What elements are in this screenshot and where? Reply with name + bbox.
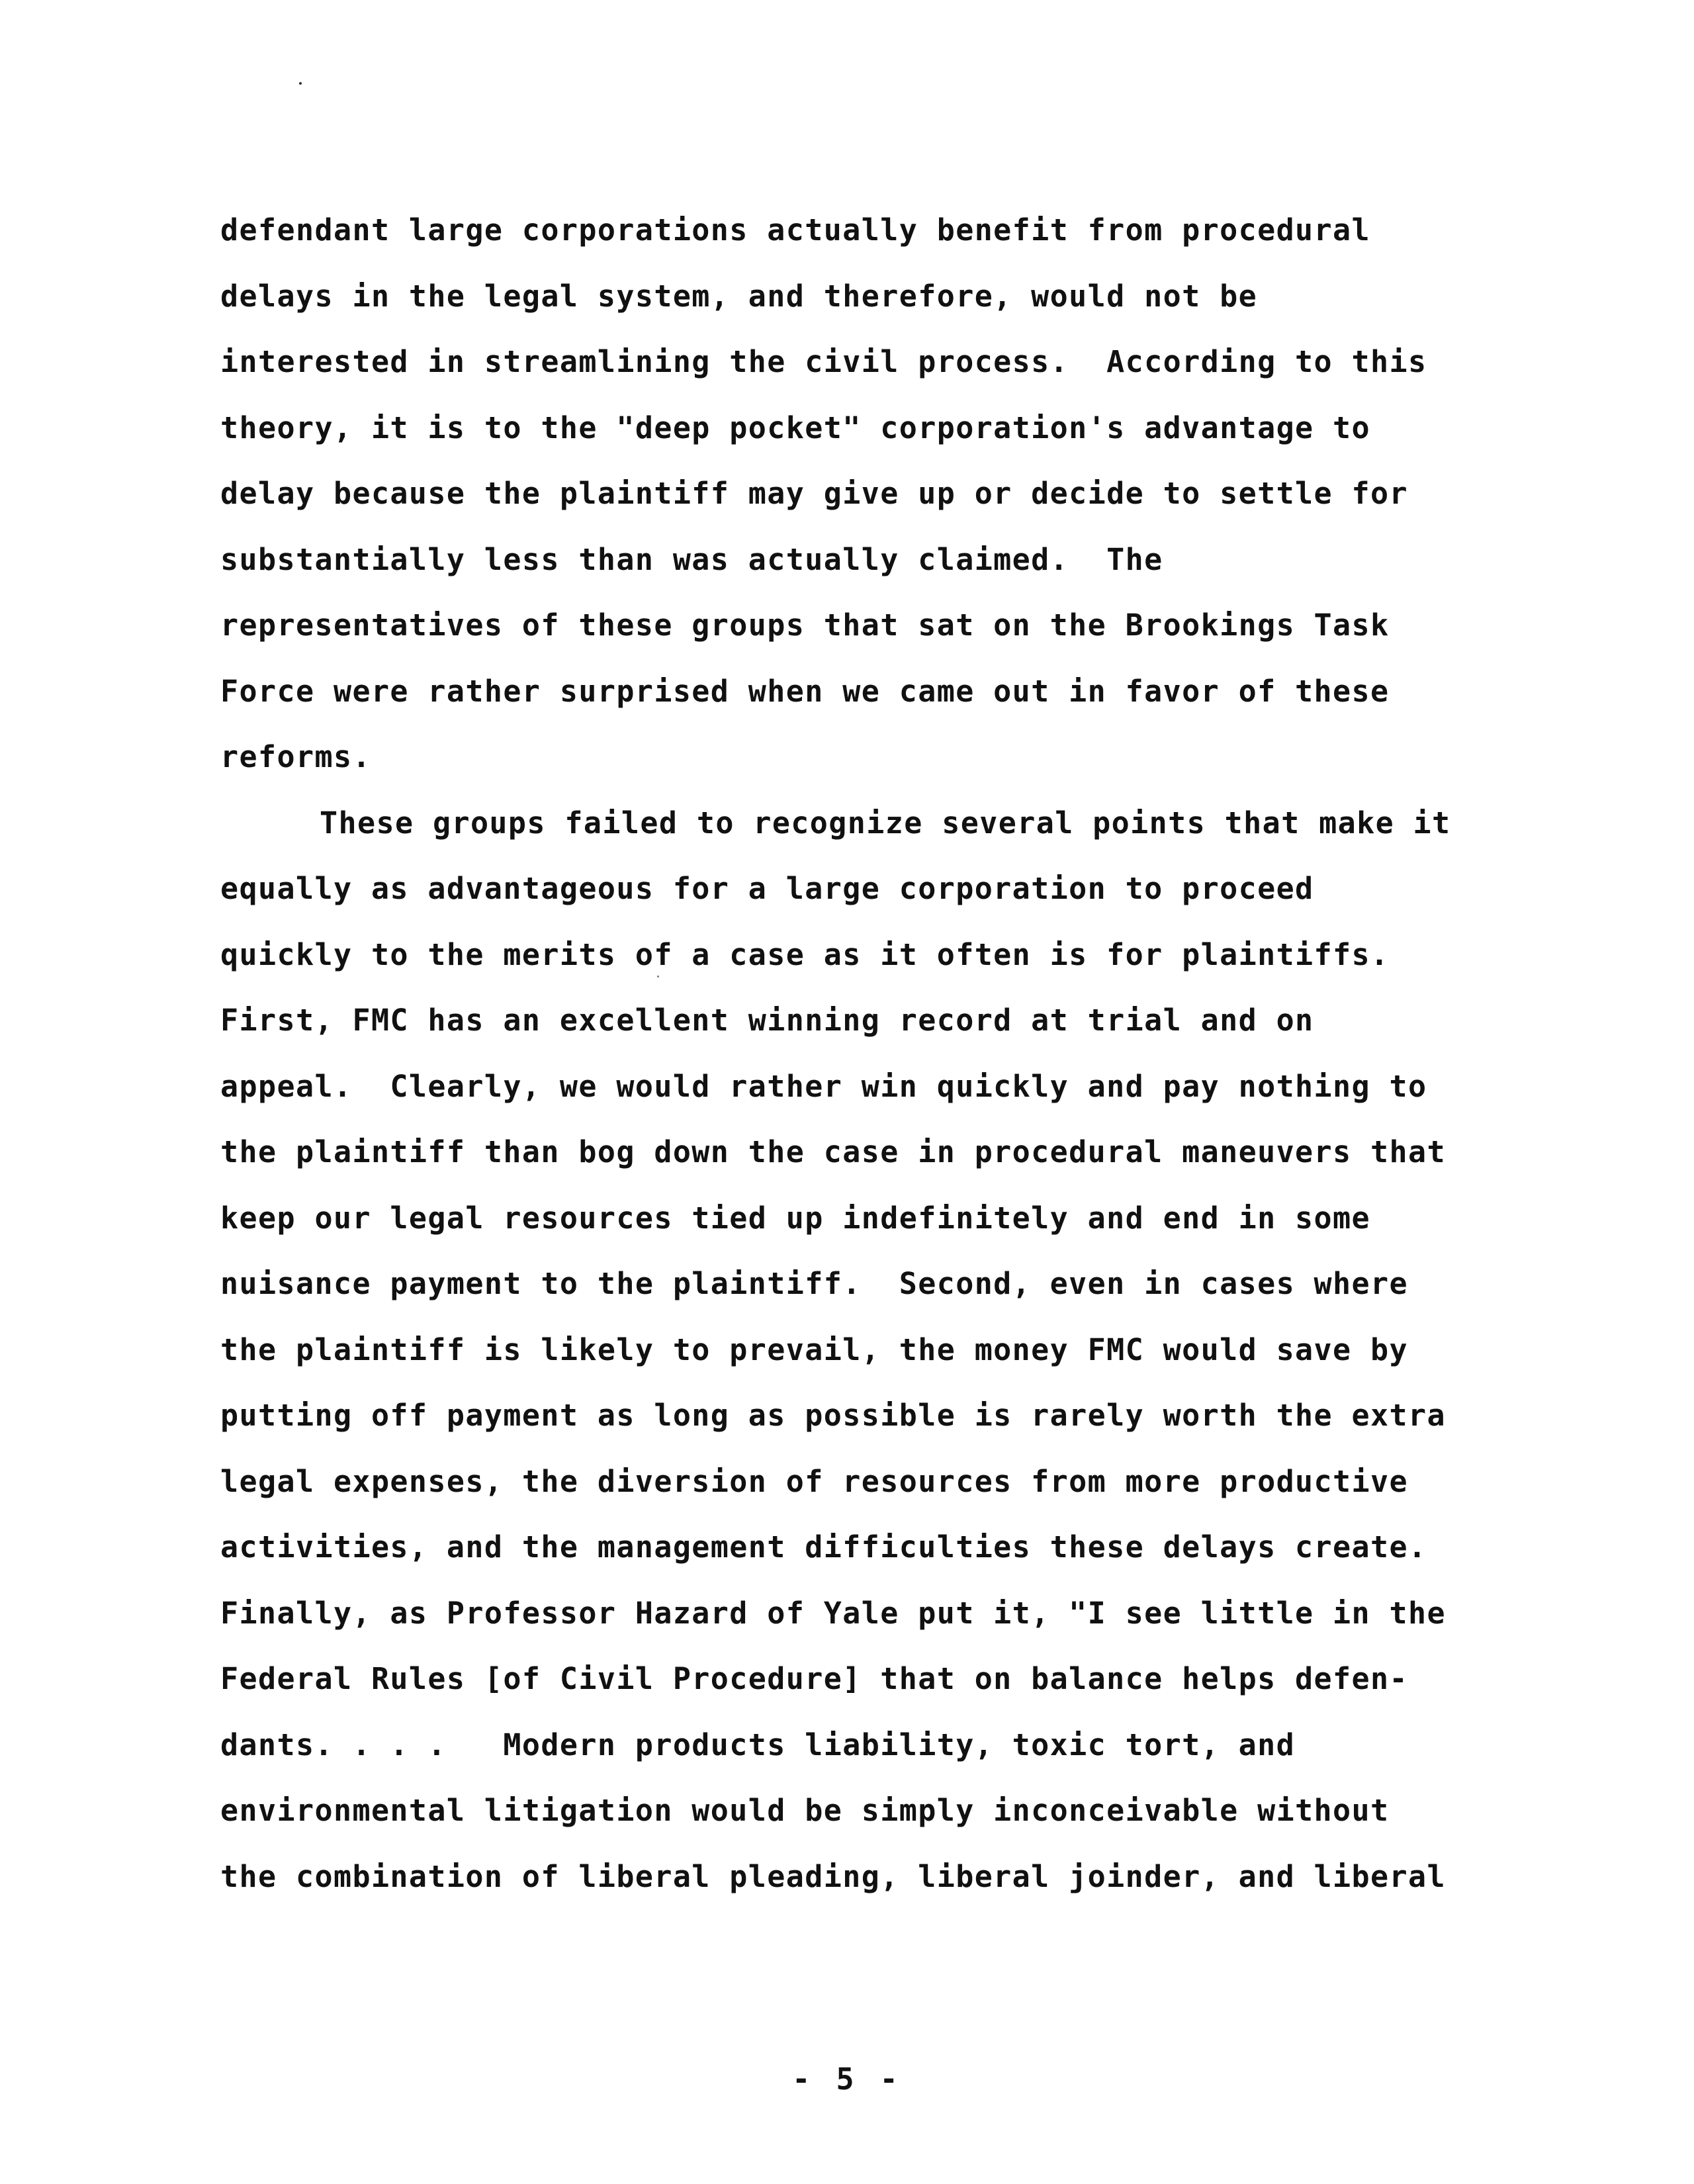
text-line: the plaintiff is likely to prevail, the money FMC would save by <box>220 1332 1409 1367</box>
text-line: legal expenses, the diversion of resources from more productive <box>220 1463 1409 1499</box>
scan-speck <box>299 82 302 85</box>
text-line: theory, it is to the "deep pocket" corporation's advantage to <box>220 410 1371 445</box>
paragraph-2 <box>220 798 1544 1918</box>
text-line: interested in streamlining the civil process. According to this <box>220 344 1427 379</box>
text-line: defendant large corporations actually benefit from procedural <box>220 212 1371 248</box>
text-line: activities, and the management difficulties these delays create. <box>220 1529 1427 1565</box>
text-line: Finally, as Professor Hazard of Yale put it, "I see little in the <box>220 1595 1446 1631</box>
text-line: substantially less than was actually claimed. The <box>220 541 1163 577</box>
text-line: delays in the legal system, and therefore, would not be <box>220 278 1258 314</box>
text-line: the combination of liberal pleading, liberal joinder, and liberal <box>220 1858 1446 1894</box>
text-line: Force were rather surprised when we came out in favor of these <box>220 673 1390 709</box>
text-line: environmental litigation would be simply inconceivable without <box>220 1793 1390 1828</box>
text-line: quickly to the merits of a case as it often is for plaintiffs. <box>220 936 1390 972</box>
text-line: These groups failed to recognize several points that make it <box>320 805 1451 841</box>
text-line: reforms. <box>220 739 371 774</box>
page-number: - 5 - <box>792 2062 902 2097</box>
text-line: representatives of these groups that sat on the Brookings Task <box>220 608 1390 643</box>
text-line: nuisance payment to the plaintiff. Second, even in cases where <box>220 1266 1409 1301</box>
text-line: the plaintiff than bog down the case in procedural maneuvers that <box>220 1134 1446 1169</box>
text-line: Federal Rules [of Civil Procedure] that on balance helps defen- <box>220 1661 1409 1696</box>
text-line: keep our legal resources tied up indefinitely and end in some <box>220 1200 1371 1236</box>
text-line: delay because the plaintiff may give up or decide to settle for <box>220 476 1409 511</box>
text-line: putting off payment as long as possible is rarely worth the extra <box>220 1398 1446 1433</box>
text-line: appeal. Clearly, we would rather win quickly and pay nothing to <box>220 1068 1427 1104</box>
paragraph-1 <box>220 205 1544 798</box>
text-line: equally as advantageous for a large corporation to proceed <box>220 871 1314 906</box>
text-line: dants. . . . Modern products liability, toxic tort, and <box>220 1727 1296 1762</box>
document-body <box>220 205 1544 1917</box>
text-line: First, FMC has an excellent winning record at trial and on <box>220 1003 1314 1038</box>
